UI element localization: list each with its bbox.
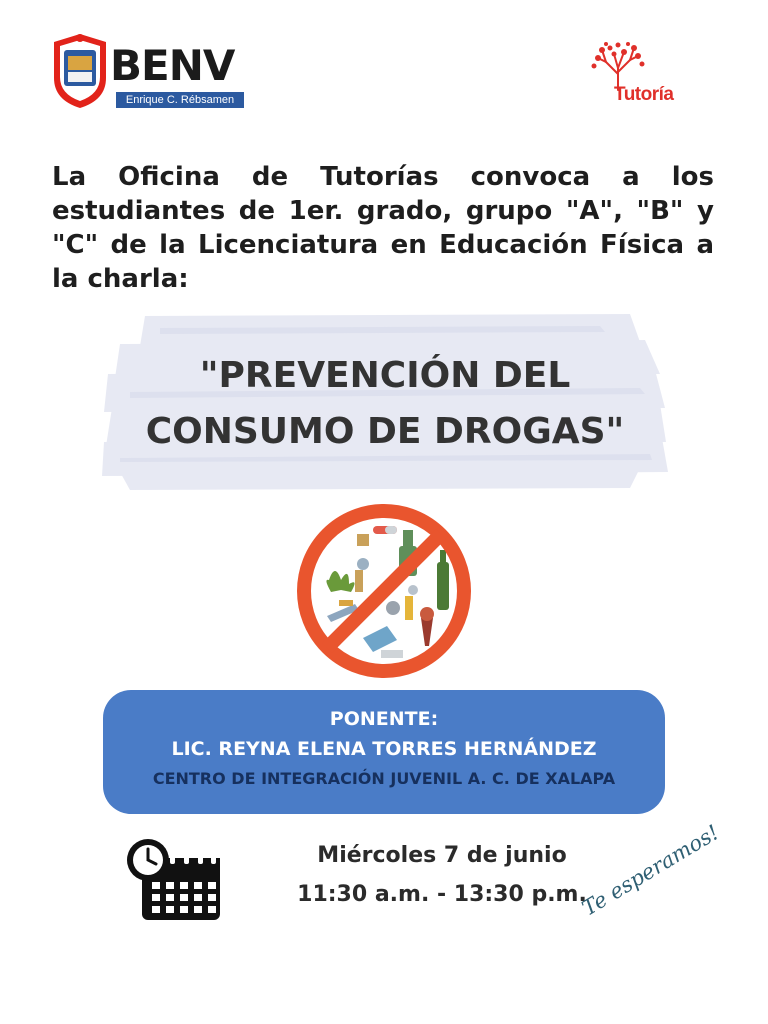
benv-crest-icon bbox=[50, 32, 110, 110]
benv-subtitle: Enrique C. Rébsamen bbox=[116, 92, 244, 108]
talk-title-line-2: CONSUMO DE DROGAS" bbox=[145, 411, 625, 452]
benv-wordmark: BENV bbox=[110, 41, 235, 90]
no-drugs-icon bbox=[293, 500, 475, 682]
event-date: Miércoles 7 de junio bbox=[317, 843, 567, 868]
speaker-box bbox=[103, 690, 665, 814]
closing-text: Te esperamos! bbox=[578, 820, 724, 921]
speaker-name: LIC. REYNA ELENA TORRES HERNÁNDEZ bbox=[171, 738, 597, 760]
tutoria-logo bbox=[588, 40, 718, 110]
talk-title-line-1: "PREVENCIÓN DEL bbox=[199, 355, 571, 396]
intro-text: La Oficina de Tutorías convoca a los estudiantes de 1er. grado, grupo "A", "B" y "C" de la Licenciatura en Educación Física a la charla: bbox=[52, 162, 714, 294]
event-time: 11:30 a.m. - 13:30 p.m. bbox=[297, 882, 587, 907]
speaker-heading: PONENTE: bbox=[329, 708, 439, 730]
speaker-organization: CENTRO DE INTEGRACIÓN JUVENIL A. C. DE XALAPA bbox=[152, 769, 616, 788]
benv-logo bbox=[50, 32, 250, 114]
tutoria-wordmark: Tutoría bbox=[614, 84, 674, 105]
talk-title bbox=[100, 348, 670, 460]
calendar-clock-icon bbox=[126, 838, 222, 924]
